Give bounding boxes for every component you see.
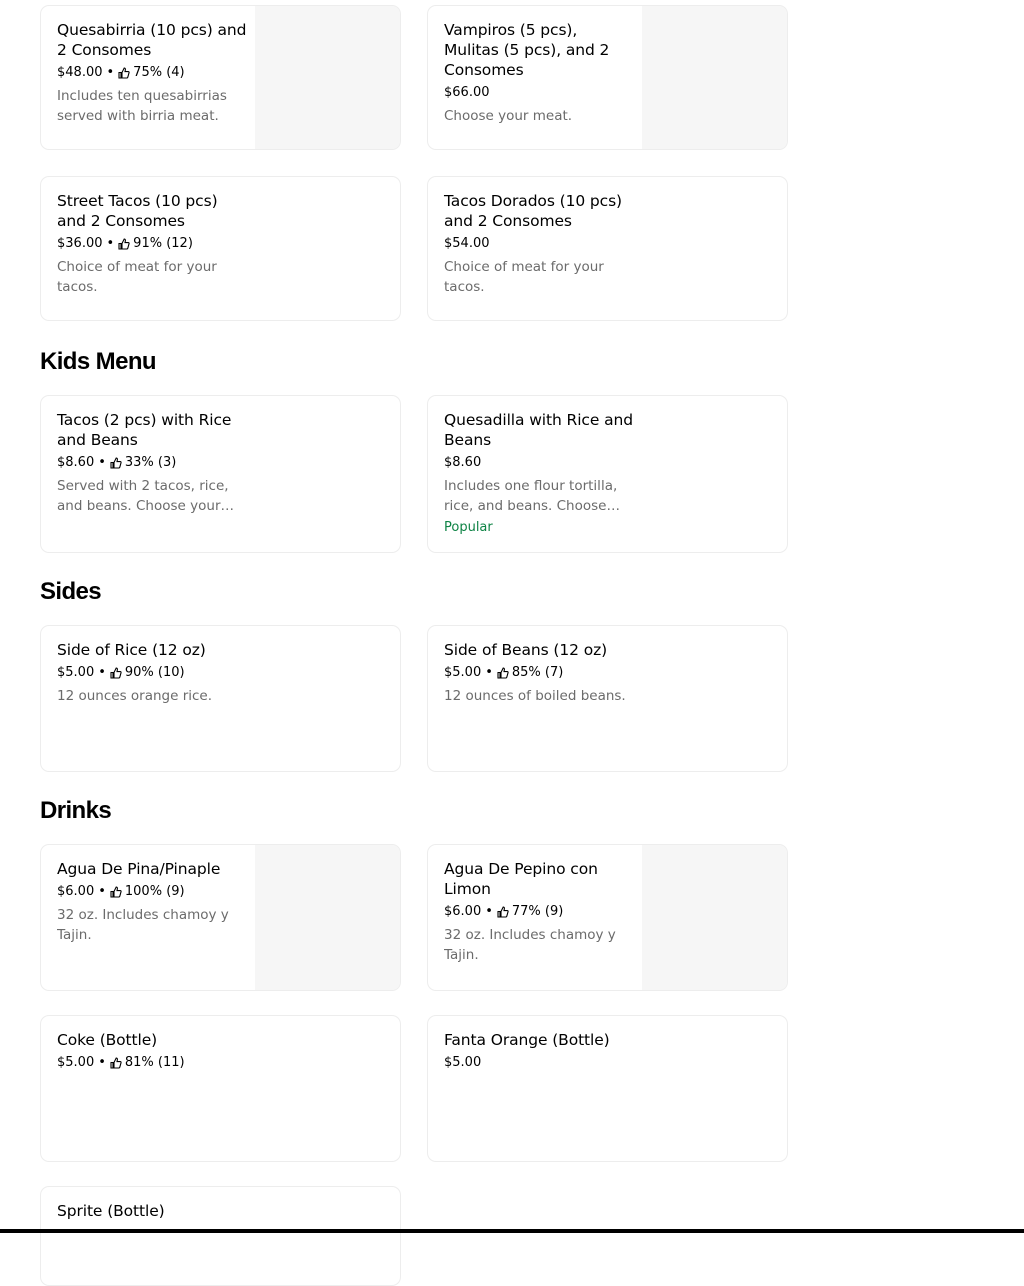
item-meta: $6.00 • 77% (9) <box>444 902 634 922</box>
item-meta: $48.00 • 75% (4) <box>57 63 247 83</box>
item-image <box>255 6 400 149</box>
item-title: Quesadilla with Rice and Beans <box>444 411 633 449</box>
menu-item-card[interactable] <box>40 395 401 553</box>
item-rating: 75% (4) <box>133 65 185 80</box>
thumbs-up-icon <box>497 906 509 918</box>
item-description: Includes ten quesabirrias served with birria meat. <box>57 88 227 124</box>
item-meta: $8.60 • 33% (3) <box>57 453 247 473</box>
item-rating: 77% (9) <box>511 904 564 919</box>
menu-item-card[interactable] <box>427 395 788 553</box>
popular-badge: Popular <box>444 520 493 535</box>
item-rating: 81% (11) <box>124 1055 185 1070</box>
item-meta <box>444 1053 634 1073</box>
item-price: $6.00 <box>444 904 482 919</box>
item-meta: $5.00 • 81% (11) <box>57 1053 247 1073</box>
item-description: 12 ounces of boiled beans. <box>444 688 626 704</box>
item-title: Quesabirria (10 pcs) and 2 Consomes <box>57 21 247 59</box>
item-description: Choice of meat for your tacos. <box>57 259 217 295</box>
thumbs-up-icon <box>118 67 130 79</box>
item-description: Served with 2 tacos, rice, and beans. Choose your <box>57 478 229 514</box>
item-image <box>255 845 400 990</box>
item-price: $5.00 <box>57 665 95 680</box>
item-title: Coke (Bottle) <box>57 1031 158 1049</box>
item-price: $5.00 <box>444 1055 482 1070</box>
menu-item-card[interactable] <box>40 176 401 321</box>
item-price: $5.00 <box>57 1055 95 1070</box>
item-description: Choose your meat. <box>444 108 573 124</box>
item-image <box>642 845 787 990</box>
menu-item-card[interactable] <box>427 625 788 772</box>
thumbs-up-icon <box>118 238 130 250</box>
item-title: Agua De Pina/Pinaple <box>57 860 221 878</box>
item-title: Sprite (Bottle) <box>57 1202 165 1220</box>
item-price: $8.60 <box>444 455 482 470</box>
section-title-kids-menu: Kids Menu <box>40 348 156 375</box>
item-title: Vampiros (5 pcs), Mulitas (5 pcs), and 2 Consomes <box>444 21 610 79</box>
item-description: 12 ounces orange rice. <box>57 688 213 704</box>
item-price: $8.60 <box>57 455 95 470</box>
item-title: Street Tacos (10 pcs) and 2 Consomes <box>57 192 218 230</box>
thumbs-up-icon <box>110 886 122 898</box>
item-rating: 90% (10) <box>124 665 185 680</box>
menu-item-card[interactable] <box>40 844 401 991</box>
item-price: $36.00 <box>57 236 103 251</box>
section-title-drinks: Drinks <box>40 797 112 824</box>
thumbs-up-icon <box>110 457 122 469</box>
menu-item-card[interactable] <box>40 1186 401 1286</box>
menu-item-card[interactable] <box>427 844 788 991</box>
item-description: Choice of meat for your tacos. <box>444 259 604 295</box>
item-price: $48.00 <box>57 65 103 80</box>
item-rating: 33% (3) <box>124 455 177 470</box>
section-title-sides: Sides <box>40 578 102 605</box>
menu-item-card[interactable] <box>40 5 401 150</box>
item-description: Includes one flour tortilla, rice, and beans. Choose <box>444 478 618 514</box>
item-meta <box>444 453 634 473</box>
item-description: 32 oz. Includes chamoy y Tajin. <box>57 907 229 943</box>
item-rating: 91% (12) <box>133 236 193 251</box>
item-price: $66.00 <box>444 85 490 100</box>
item-rating: 85% (7) <box>511 665 564 680</box>
item-meta: $36.00 • 91% (12) <box>57 234 247 254</box>
item-rating: 100% (9) <box>124 884 185 899</box>
item-title: Side of Rice (12 oz) <box>57 641 206 659</box>
item-meta: $5.00 • 85% (7) <box>444 663 634 683</box>
item-title: Tacos (2 pcs) with Rice and Beans <box>57 411 232 449</box>
menu-item-card[interactable] <box>40 1015 401 1162</box>
item-title: Tacos Dorados (10 pcs) and 2 Consomes <box>444 192 623 230</box>
thumbs-up-icon <box>110 1057 122 1069</box>
menu-item-card[interactable] <box>427 176 788 321</box>
item-description: 32 oz. Includes chamoy y Tajin. <box>444 927 616 963</box>
item-image <box>642 6 787 149</box>
menu-item-card[interactable] <box>427 1015 788 1162</box>
item-price: $54.00 <box>444 236 490 251</box>
item-title: Agua De Pepino con Limon <box>444 860 598 898</box>
item-meta: $5.00 • 90% (10) <box>57 663 247 683</box>
thumbs-up-icon <box>497 667 509 679</box>
bottom-edge-bar <box>0 1229 1024 1233</box>
thumbs-up-icon <box>110 667 122 679</box>
menu-item-card[interactable] <box>427 5 788 150</box>
item-price: $6.00 <box>57 884 95 899</box>
item-meta: $6.00 • 100% (9) <box>57 882 247 902</box>
item-meta <box>444 234 634 254</box>
menu-item-card[interactable] <box>40 625 401 772</box>
item-price: $5.00 <box>444 665 482 680</box>
item-title: Side of Beans (12 oz) <box>444 641 608 659</box>
item-title: Fanta Orange (Bottle) <box>444 1031 610 1049</box>
item-meta <box>444 83 634 103</box>
